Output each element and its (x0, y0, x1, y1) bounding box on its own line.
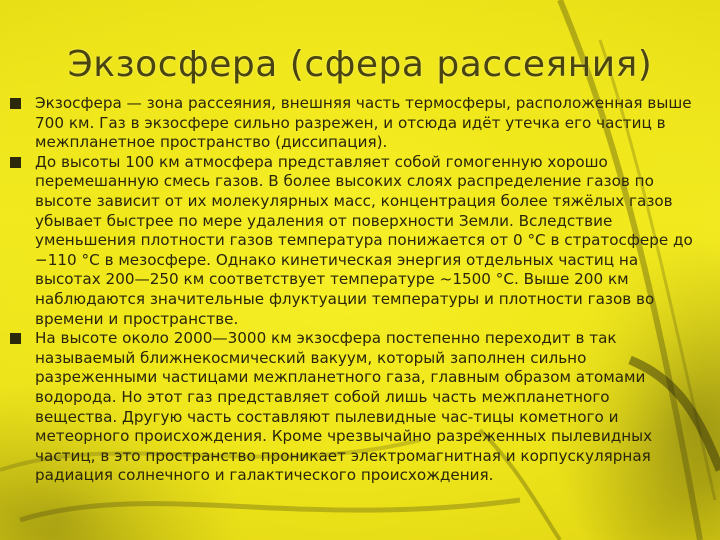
slide-content (10, 94, 695, 486)
square-bullet-icon (10, 157, 21, 168)
bullet-text: Экзосфера — зона рассеяния, внешняя часть термосферы, расположенная выше 700 км. Газ в экзосфере сильно разрежен, и отсюда идёт утечка его частиц в межпланетное пространство (диссипация). (35, 94, 692, 152)
bullet-item (10, 94, 695, 153)
bullet-item (10, 329, 695, 486)
square-bullet-icon (10, 98, 21, 109)
square-bullet-icon (10, 333, 21, 344)
slide-title: Экзосфера (сфера рассеяния) (67, 44, 653, 85)
bullet-text: До высоты 100 км атмосфера представляет собой гомогенную хорошо перемешанную смесь газов. В более высоких слоях распределение газов по высоте зависит от их молекулярных масс, концентрация более тяжёлых газов убывает быстрее по мере удаления от поверхности Земли. Вследствие уменьшения плотности газов температура понижается от 0 °С в стратосфере до −110 °С в мезосфере. Однако кинетическая энергия отдельных частиц на высотах 200—250 км соответствует температуре ~1500 °С. Выше 200 км наблюдаются значительные флуктуации температуры и плотности газов во времени и пространстве. (35, 152, 693, 328)
bullet-item (10, 153, 695, 329)
bullet-text: На высоте около 2000—3000 км экзосфера постепенно переходит в так называемый ближнекосмический вакуум, который заполнен сильно разреженными частицами межпланетного газа, главным образом атомами водорода. Но этот газ представляет собой лишь часть межпланетного вещества. Другую часть составляют пылевидные час-тицы кометного и метеорного происхождения. Кроме чрезвычайно разреженных пылевидных частиц, в это пространство проникает электромагнитная и корпускулярная радиация солнечного и галактического происхождения. (35, 329, 653, 485)
